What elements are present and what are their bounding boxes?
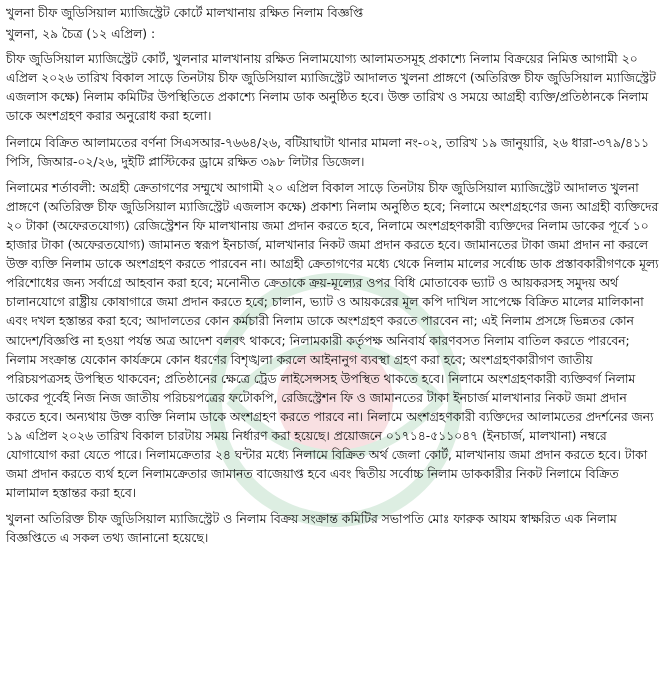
- paragraph-auction-conditions: নিলামের শর্তাবলী: অগ্রহী ক্রেতাগণের সম্মুখে আগামী ২০ এপ্রিল বিকাল সাড়ে তিনটায় চীফ জুডিসিয়াল ম্যাজিস্ট্রেট আদালত খুলনা প্রাঙ্গণে (অতিরিক্ত চীফ জুডিসিয়াল ম্যাজিস্ট্রেট এজলাস কক্ষে) প্রকাশ্য নিলাম অনুষ্ঠিত হবে; নিলামে অংশগ্রহণের জন্য আগ্রহী ব্যক্তিদের ২০ টাকা (অফেরতযোগ্য) রেজিস্ট্রেশন ফি মালখানায় জমা প্রদান করতে হবে, নিলামে অংশগ্রহণকারী ব্যক্তিদের নিলাম ডাকের পূর্বে ১০ হাজার টাকা (অফেরতযোগ্য) জামানত স্বরূপ ইনচার্জ, মালখানার নিকট জমা প্রদান করতে হবে। জামানতের টাকা জমা প্রদান না করলে উক্ত ব্যক্তি নিলাম ডাকে অংশগ্রহণ করতে পারবেন না। আগ্রহী ক্রেতাগণের মধ্যে থেকে নিলাম মালের সর্বোচ্চ ডাক প্রস্তাবকারীগণকে মূল্য পরিশোধের জন্য সর্বাগ্রে আহবান করা হবে; মনোনীত ক্রেতাকে ক্রয়-মূল্যের ওপর বিধি মোতাবেক ভ্যাট ও আয়করসহ সমুদয় অর্থ চালানযোগে রাষ্ট্রীয় কোষাগারে জমা প্রদান করতে হবে; চালান, ভ্যাট ও আয়করের মূল কপি দাখিল সাপেক্ষে বিক্রিত মালের মালিকানা এবং দখল হস্তান্তর করা হবে; আদালতের কোন কর্মচারী নিলাম ডাকে অংশগ্রহণ করতে পারবেন না; এই নিলাম প্রসঙ্গে ভিন্নতর কোন আদেশ/বিজ্ঞপ্তি না হওয়া পর্যন্ত অত্র আদেশ বলবৎ থাকবে; নিলামকারী কর্তৃপক্ষ অনিবার্য কারণবসত নিলাম বাতিল করতে পারবেন; নিলাম সংক্রান্ত যেকোন কার্যক্রমে কোন ধরণের বিশৃঙ্খলা করলে আইনানুগ ব্যবস্থা গ্রহণ করা হবে; অংশগ্রহণকারীগণ জাতীয় পরিচয়পত্রসহ উপস্থিত থাকবেন; প্রতিষ্ঠানের ক্ষেত্রে ট্রেড লাইসেন্সসহ উপস্থিত থাকতে হবে। নিলামে অংশগ্রহণকারী ব্যক্তিবর্গ নিলাম ডাকের পূর্বেই নিজ নিজ জাতীয় পরিচয়পত্রের ফটোকপি, রেজিস্ট্রেশন ফি ও জামানতের টাকা ইনচার্জ মালখানার নিকট জমা প্রদান করতে হবে। অন্যথায় উক্ত ব্যক্তি নিলাম ডাকে অংশগ্রহণ করতে পারবে না। নিলামে অংশগ্রহণকারী ব্যক্তিদের আলামতের প্রদর্শনের জন্য ১৯ এপ্রিল ২০২৬ তারিখ বিকাল চারটায় সময় নির্ধারণ করা হয়েছে। প্রয়োজনে ০১৭১৪-৫১১০৪৭ (ইনচার্জ, মালখানা) নম্বরে যোগাযোগ করা যেতে পারে। নিলামক্রেতার ২৪ ঘন্টার মধ্যে নিলামে বিক্রিত অর্থ জেলা কোর্ট, মালখানায় জমা প্রদান করতে হবে। টাকা জমা প্রদান করতে ব্যর্থ হলে নিলামক্রেতার জামানত বাজেয়াপ্ত হবে এবং দ্বিতীয় সর্বোচ্চ নিলাম ডাককারীর নিকট নিলামে বিক্রিত মালামাল হস্তান্তর করা হবে।: [6, 180, 659, 501]
- paragraph-announcement: চীফ জুডিসিয়াল ম্যাজিস্ট্রেট কোর্ট, খুলনার মালখানায় রক্ষিত নিলামযোগ্য আলামতসমূহ প্রকাশ্যে নিলাম বিক্রয়ের নিমিত্ত আগামী ২০ এপ্রিল ২০২৬ তারিখ বিকাল সাড়ে তিনটায় চীফ জুডিসিয়াল ম্যাজিস্ট্রেট আদালত খুলনা প্রাঙ্গণে (অতিরিক্ত চীফ জুডিসিয়াল ম্যাজিস্ট্রেট এজলাস কক্ষে) নিলাম কমিটির উপস্থিতিতে প্রকাশ্যে নিলাম ডাক অনুষ্ঠিত হবে। উক্ত তারিখ ও সময়ে আগ্রহী ব্যক্তি/প্রতিষ্ঠানকে নিলাম ডাকে অংশগ্রহণ করার অনুরোধ করা হলো।: [6, 52, 656, 124]
- paragraph-signatory: খুলনা অতিরিক্ত চীফ জুডিসিয়াল ম্যাজিস্ট্রেট ও নিলাম বিক্রয় সংক্রান্ত কমিটির সভাপতি মোঃ ফারুক আযম স্বাক্ষরিত এক নিলাম বিজ্ঞপ্তিতে এ সকল তথ্য জানানো হয়েছে।: [6, 512, 617, 546]
- paragraph-item-description: নিলামে বিক্রিত আলামতের বর্ণনা সিএসআর-৭৬৬৪/২৬, বটিয়াঘাটা থানার মামলা নং-০২, তারিখ ১৯ জানুয়ারি, ২৬ ধারা-৩৭৯/৪১১ পিসি, জিআর-০২/২৬, দুইটি প্লাস্টিকের ড্রামে রক্ষিত ৩৯৮ লিটার ডিজেল।: [6, 135, 649, 169]
- notice-title: খুলনা চীফ জুডিসিয়াল ম্যাজিস্ট্রেট কোর্টে মালখানায় রক্ষিত নিলাম বিজ্ঞপ্তি: [6, 6, 363, 20]
- dateline: খুলনা, ২৯ চৈত্র (১২ এপ্রিল) :: [6, 27, 156, 42]
